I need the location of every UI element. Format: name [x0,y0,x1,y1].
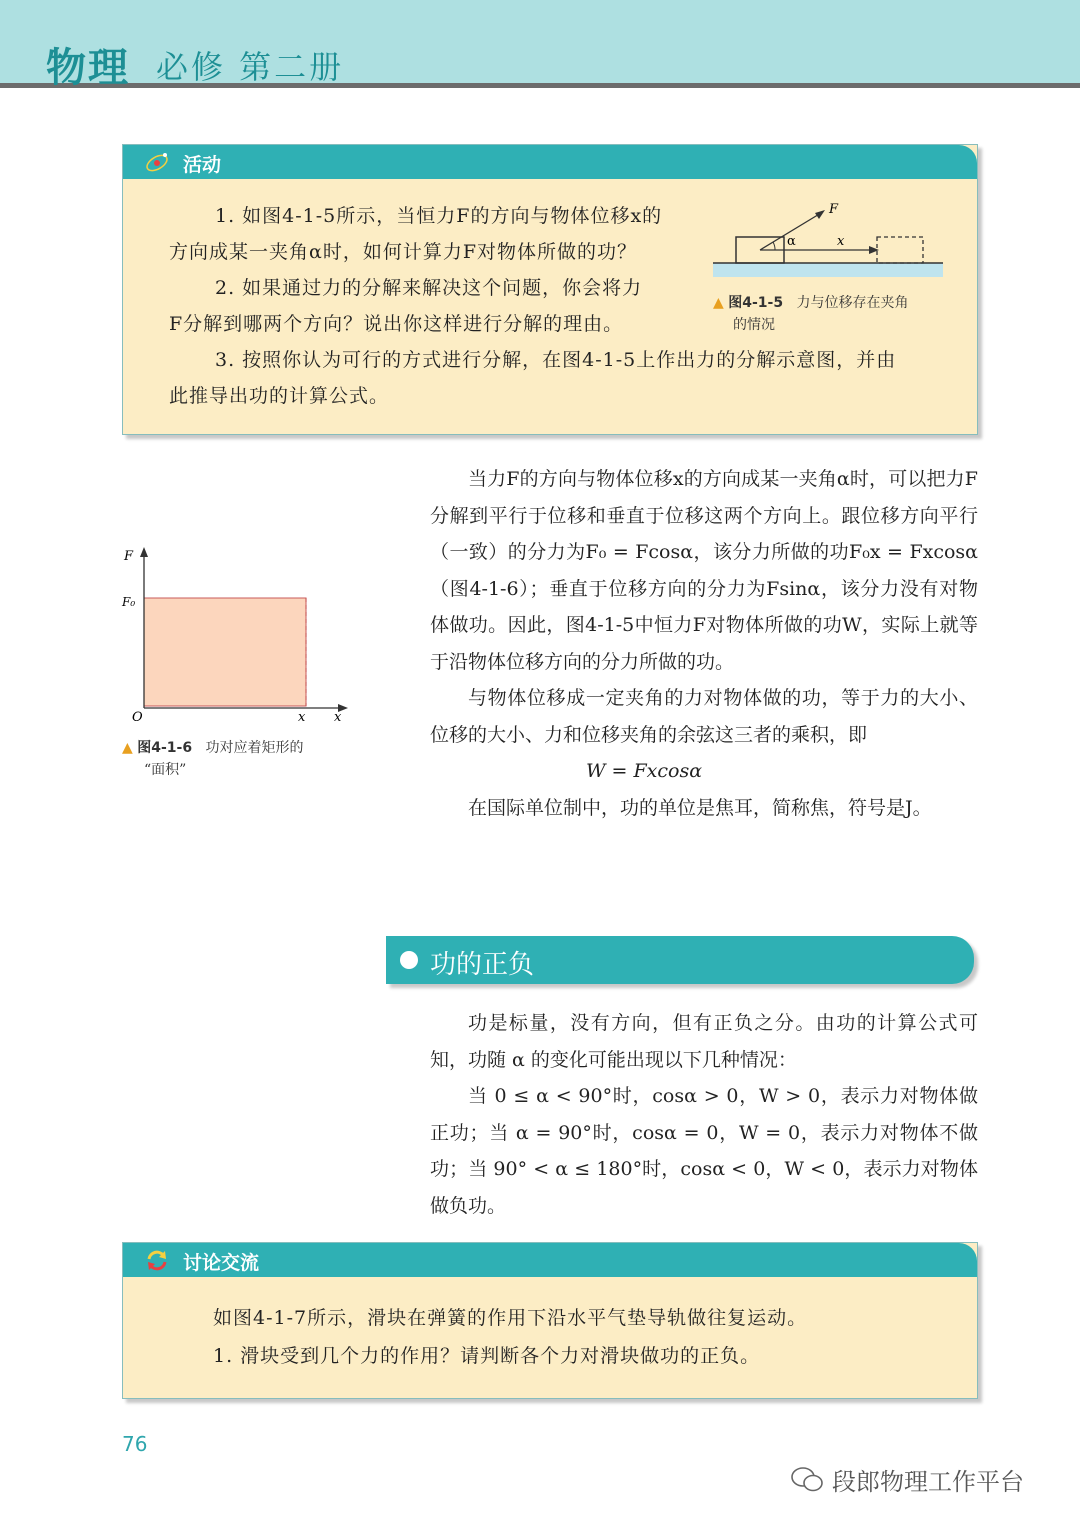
watermark [790,1462,1024,1497]
discussion-box [122,1242,978,1399]
work-area-rect [144,598,306,706]
fig416-tick-x: x [298,710,306,725]
fig416-axis-y: F [124,549,134,564]
book-subtitle: 必修 第二册 [156,48,345,86]
fig416-axis-x: x [334,710,342,725]
activity-q1-line1: 1. 如图4-1-5所示，当恒力F的方向与物体位移x的 [215,205,663,227]
activity-q3-line1: 3. 按照你认为可行的方式进行分解，在图4-1-5上作出力的分解示意图，并由 [215,349,897,371]
body-paragraph-2: 与物体位移成一定夹角的力对物体做的功，等于力的大小、位移的大小、力和位移夹角的余弦这三者的乘积，即 [430,687,978,746]
fig416-caption-line2: “面积” [144,762,187,778]
work-formula: W = Fxcosα [585,760,703,782]
body-paragraph-1: 当力F的方向与物体位移x的方向成某一夹角α时，可以把力F分解到平行于位移和垂直于位移这两个方向上。跟位移方向平行（一致）的分力为F₀ = Fcosα，该分力所做的功F₀x = Fxcosα（图4-1-6）；垂直于位移方向的分力为Fsinα，该分力没有对物体做功。因此，图4-1-5中恒力F对物体所做的功W，实际上就等于沿物体位移方向的分力所做的功。 [430,468,978,673]
fig415-label-F: F [829,202,839,217]
atom-icon [143,149,171,175]
discussion-line1: 如图4-1-7所示，滑块在弹簧的作用下沿水平气垫导轨做往复运动。 [213,1307,808,1329]
section-paragraph-1: 功是标量，没有方向，但有正负之分。由功的计算公式可知，功随 α 的变化可能出现以下几种情况： [430,1012,978,1071]
fig416-origin: O [132,710,143,725]
fig415-caption-line2: 的情况 [733,317,775,333]
section-heading [386,936,974,984]
section-paragraph-2: 当 0 ≤ α < 90°时，cosα > 0，W > 0，表示力对物体做正功；当 α = 90°时，cosα = 0，W = 0，表示力对物体不做功；当 90° < α ≤ 180°时，cosα < 0，W < 0，表示力对物体做负功。 [430,1085,978,1217]
work-explanation [430,461,978,826]
book-title: 物理 [46,45,130,91]
discussion-line2: 1. 滑块受到几个力的作用？请判断各个力对滑块做功的正负。 [213,1345,761,1367]
figure-4-1-5 [709,197,949,287]
bullet-dot-icon [400,951,418,969]
activity-title: 活动 [183,154,222,176]
page-number: 76 [122,1432,148,1456]
fig416-caption-num: 图4-1-6 [137,740,193,756]
figure-4-1-6-caption: ▲ 图4-1-6 功对应着矩形的 “面积” [122,740,304,778]
activity-q2-line2: F分解到哪两个方向？说出你这样进行分解的理由。 [169,313,624,335]
fig415-caption-line1: 力与位移存在夹角 [796,295,909,311]
discussion-title: 讨论交流 [183,1252,260,1274]
section-title: 功的正负 [430,950,535,980]
activity-q1-line2: 方向成某一夹角α时，如何计算力F对物体所做的功？ [169,241,638,263]
page-header [0,0,1080,91]
fig416-tick-y: F₀ [122,595,136,609]
figure-4-1-6 [116,540,356,730]
activity-title-bar [123,145,977,179]
block-end [877,237,923,263]
activity-box [122,144,978,435]
fig416-caption-line1: 功对应着矩形的 [205,740,304,756]
fig415-caption-num: 图4-1-5 [728,295,784,311]
chat-bubble-icon [790,1466,824,1494]
body-paragraph-3: 在国际单位制中，功的单位是焦耳，简称焦，符号是J。 [468,796,932,819]
exchange-arrows-icon [143,1247,171,1273]
fig415-label-alpha: α [787,234,796,249]
fig415-label-x: x [837,234,845,249]
activity-q3-line2: 此推导出功的计算公式。 [169,385,390,407]
watermark-text: 段郎物理工作平台 [832,1468,1024,1496]
sign-of-work-text [430,1005,978,1224]
discussion-title-bar [123,1243,977,1277]
figure-4-1-5-caption: ▲ 图4-1-5 力与位移存在夹角 的情况 [713,295,909,333]
activity-q2-line1: 2. 如果通过力的分解来解决这个问题，你会将力 [215,277,643,299]
